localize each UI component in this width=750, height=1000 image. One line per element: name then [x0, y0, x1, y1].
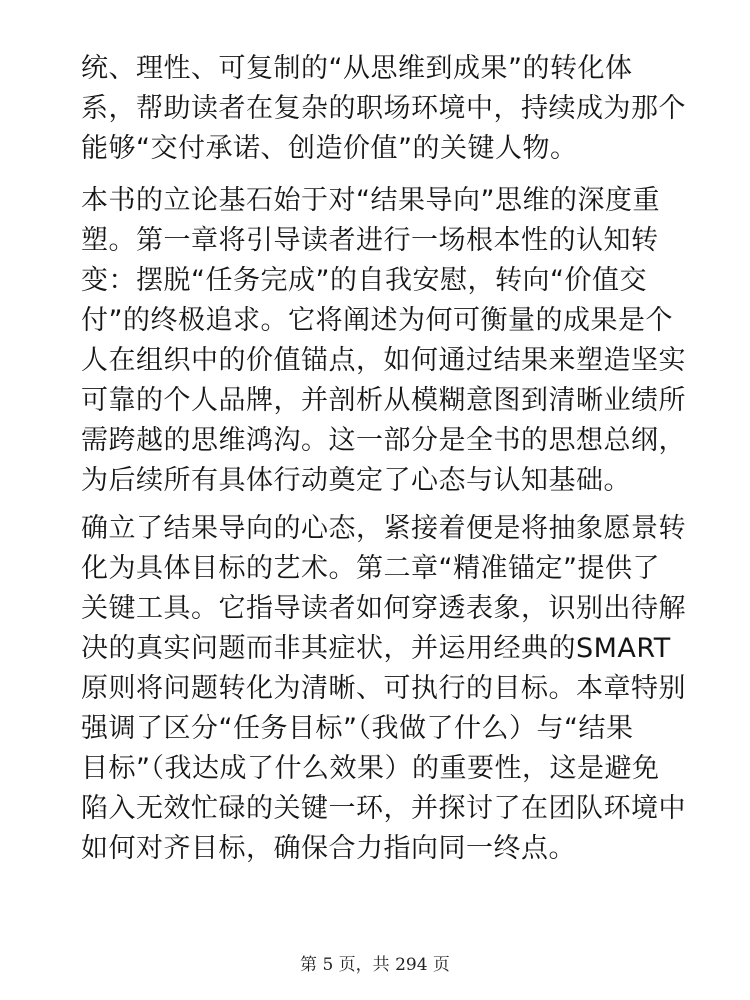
paragraph-2-line-4: 付”的终极追求。它将阐述为何可衡量的成果是个 — [81, 305, 673, 336]
page-number-footer: 第 5 页，共 294 页 — [300, 955, 450, 975]
paragraph-3-line-7: 目标”（我达成了什么效果）的重要性，这是避免 — [81, 753, 660, 784]
paragraph-2-line-2: 塑。第一章将引导读者进行一场根本性的认知转 — [81, 225, 659, 256]
paragraph-1-line-1: 统、理性、可复制的“从思维到成果”的转化体 — [81, 53, 633, 84]
paragraph-2-line-1: 本书的立论基石始于对“结果导向”思维的深度重 — [81, 185, 660, 216]
paragraph-2-line-7: 需跨越的思维鸿沟。这一部分是全书的思想总纲， — [81, 425, 686, 456]
paragraph-1-line-3: 能够“交付承诺、创造价值”的关键人物。 — [81, 133, 578, 164]
paragraph-3-line-8: 陷入无效忙碌的关键一环，并探讨了在团队环境中 — [81, 793, 686, 824]
paragraph-2-line-3: 变：摆脱“任务完成”的自我安慰，转向“价值交 — [81, 265, 647, 296]
paragraph-3-line-1: 确立了结果导向的心态，紧接着便是将抽象愿景转 — [81, 513, 686, 544]
paragraph-3-line-2: 化为具体目标的艺术。第二章“精准锚定”提供了 — [81, 553, 660, 584]
paragraph-2-line-5: 人在组织中的价值锚点，如何通过结果来塑造坚实 — [81, 345, 686, 376]
paragraph-3-line-6: 强调了区分“任务目标”（我做了什么）与“结果 — [81, 713, 634, 744]
paragraph-1-line-2: 系，帮助读者在复杂的职场环境中，持续成为那个 — [81, 93, 686, 124]
paragraph-3-line-4: 决的真实问题而非其症状，并运用经典的SMART — [81, 633, 671, 664]
paragraph-3-line-3: 关键工具。它指导读者如何穿透表象，识别出待解 — [81, 593, 686, 624]
paragraph-3-line-9: 如何对齐目标，确保合力指向同一终点。 — [81, 833, 576, 864]
paragraph-2-line-6: 可靠的个人品牌，并剖析从模糊意图到清晰业绩所 — [81, 385, 686, 416]
paragraph-3-line-5: 原则将问题转化为清晰、可执行的目标。本章特别 — [81, 673, 686, 704]
paragraph-2-line-8: 为后续所有具体行动奠定了心态与认知基础。 — [81, 465, 631, 496]
